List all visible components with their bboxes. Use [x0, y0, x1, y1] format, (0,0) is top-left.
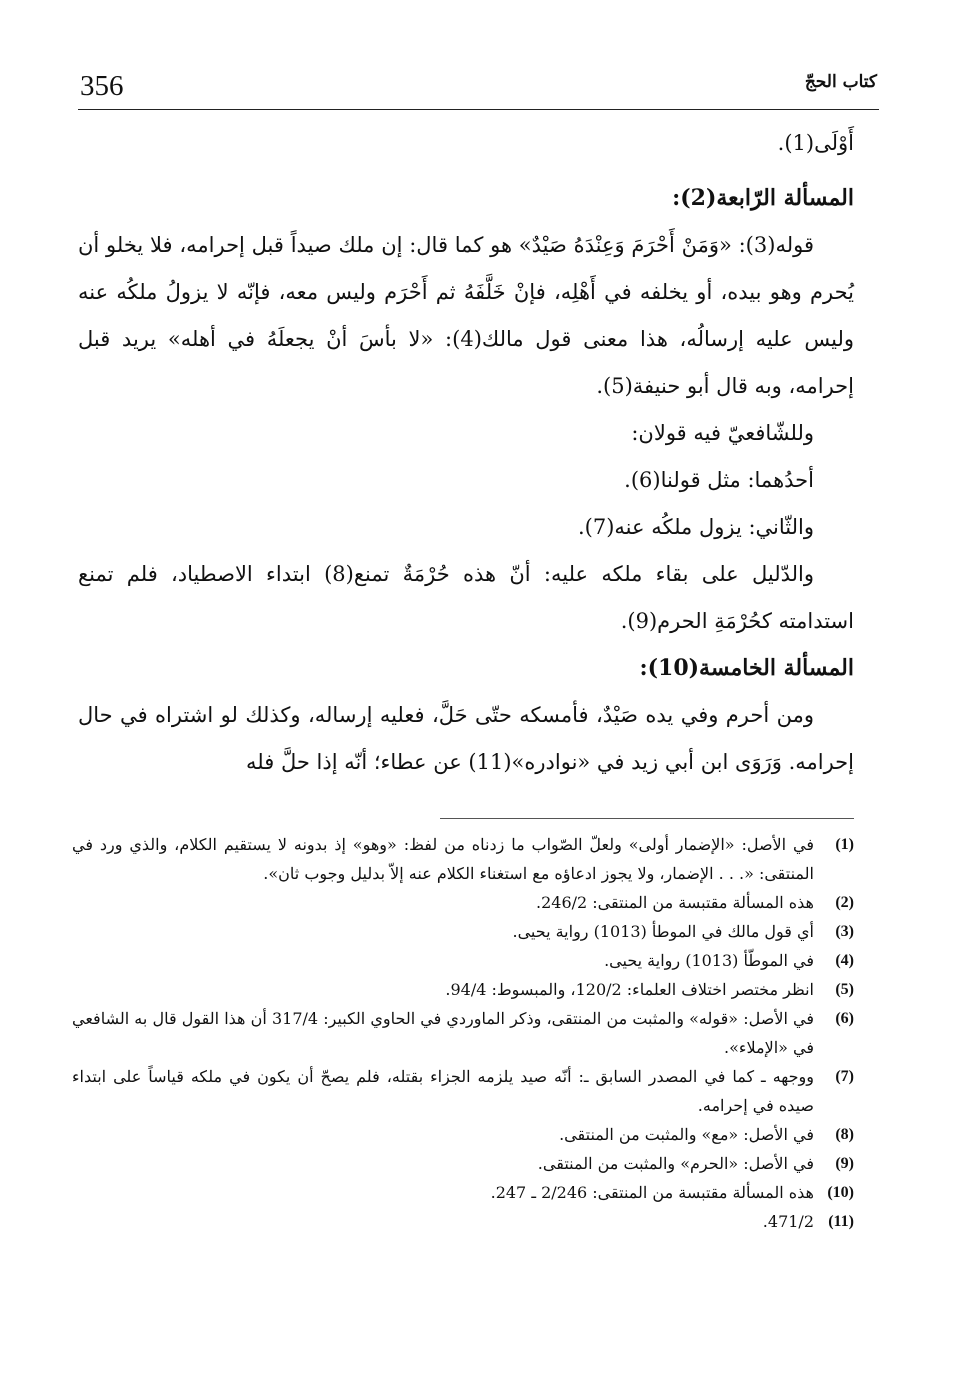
footnote [72, 1120, 854, 1149]
footnote [72, 917, 854, 946]
section-heading-4: المسألة الرّابعة(2): [672, 185, 854, 211]
footnote-text: في الأصل: «مع» والمثبت من المنتقى. [559, 1125, 814, 1144]
footnote-text: في الأصل: «الحرم» والمثبت من المنتقى. [537, 1154, 814, 1173]
footnote-number: (10) [827, 1184, 854, 1201]
footnote-number: (9) [835, 1155, 854, 1172]
paragraph: والثّاني: يزول ملكُه عنه(7). [577, 515, 814, 539]
footnote [72, 1149, 854, 1178]
footnote-text: في الأصل: «الإضمار أولى» ولعلّ الصّواب ما زدناه من لفظ: «وهو» إذ بدونه لا يستقيم الكلام، والذي ورد في المنتقى: «. . . الإضمار، ولا يجوز ادعاؤه مع استغناء الكلام عنه إلاّ بدليل وجوب ثان». [72, 835, 814, 883]
paragraph: وللشّافعيّ فيه قولان: [631, 421, 814, 445]
footnote-text: ووجهه ـ كما في المصدر السابق ـ: أنّه صيد يلزمه الجزاء بقتله، فلم يصحّ أن يكون في ملكه قياساً على ابتداء صيده في إحرامه. [72, 1067, 814, 1115]
footnote-number: (1) [835, 836, 854, 853]
footnote [72, 975, 854, 1004]
footnote-number: (7) [835, 1068, 854, 1085]
footnote [72, 1178, 854, 1207]
footnote-number: (3) [835, 923, 854, 940]
footnote-number: (6) [835, 1010, 854, 1027]
footnote [72, 830, 854, 888]
footnote [72, 946, 854, 975]
header-divider [78, 109, 879, 110]
footnote-number: (5) [835, 981, 854, 998]
footnote-number: (11) [828, 1213, 854, 1230]
footnote [72, 1207, 854, 1236]
main-text [78, 120, 854, 786]
footnote [72, 1004, 854, 1062]
page-number: 356 [80, 70, 124, 102]
paragraph: قوله(3): «وَمَنْ أَحْرَمَ وَعِنْدَهُ صَيْدٌ» هو كما قال: إن ملك صيداً قبل إحرامه، فلا يخلو أن يُحرم وهو بيده، أو يخلفه في أَهْلِه، فإنْ خَلَّفَهُ ثم أَحْرَم وليس معه، فإنّه لا يزولُ ملكُه عنه وليس عليه إرسالُه، هذا معنى قول مالك(4): «لا بأسَ أنْ يجعلَهُ في أهله» يريد قبل إحرامه، وبه قال أبو حنيفة(5). [78, 233, 854, 398]
footnote [72, 888, 854, 917]
footnote-number: (4) [835, 952, 854, 969]
footnote-text: في الأصل: «قوله» والمثبت من المنتقى، وذكر الماوردي في الحاوي الكبير: 317/4 أن هذا القول قال به الشافعي في «الإملاء». [72, 1009, 815, 1057]
footnotes [72, 830, 854, 1236]
paragraph: والدّليل على بقاء ملكه عليه: أنّ هذه حُرْمَةٌ تمنع(8) ابتداء الاصطياد، فلم تمنع استدامته كحُرْمَةِ الحرم(9). [78, 562, 854, 633]
footnote-number: (2) [835, 894, 854, 911]
continuation-line: أَوْلَى(1). [777, 131, 854, 155]
running-title: كتاب الحجّ [804, 72, 877, 92]
footnote-text: هذه المسألة مقتبسة من المنتقى: 2/246 ـ 247. [490, 1183, 814, 1202]
footnote-text: أي قول مالك في الموطأ (1013) رواية يحيى. [512, 922, 814, 941]
paragraph: ومن أحرم وفي يده صَيْدٌ، فأمسكه حتّى حَلَّ، فعليه إرساله، وكذلك لو اشتراه في حال إحرامه. وَرَوَى ابن أبي زيد في «نوادره»(11) عن عطاء؛ أنّه إذا حلَّ فله [78, 703, 854, 774]
section-heading-5: المسألة الخامسة(10): [639, 655, 854, 681]
footnote-number: (8) [835, 1126, 854, 1143]
footnote-text: 471/2. [762, 1212, 814, 1231]
footnote [72, 1062, 854, 1120]
footnote-divider [440, 818, 854, 819]
footnote-text: هذه المسألة مقتبسة من المنتقى: 246/2. [536, 893, 814, 912]
footnote-text: في الموطّأ (1013) رواية يحيى. [604, 951, 814, 970]
footnote-text: انظر مختصر اختلاف العلماء: 120/2، والمبسوط: 94/4. [445, 980, 814, 999]
paragraph: أحدُهما: مثل قولنا(6). [624, 468, 814, 492]
